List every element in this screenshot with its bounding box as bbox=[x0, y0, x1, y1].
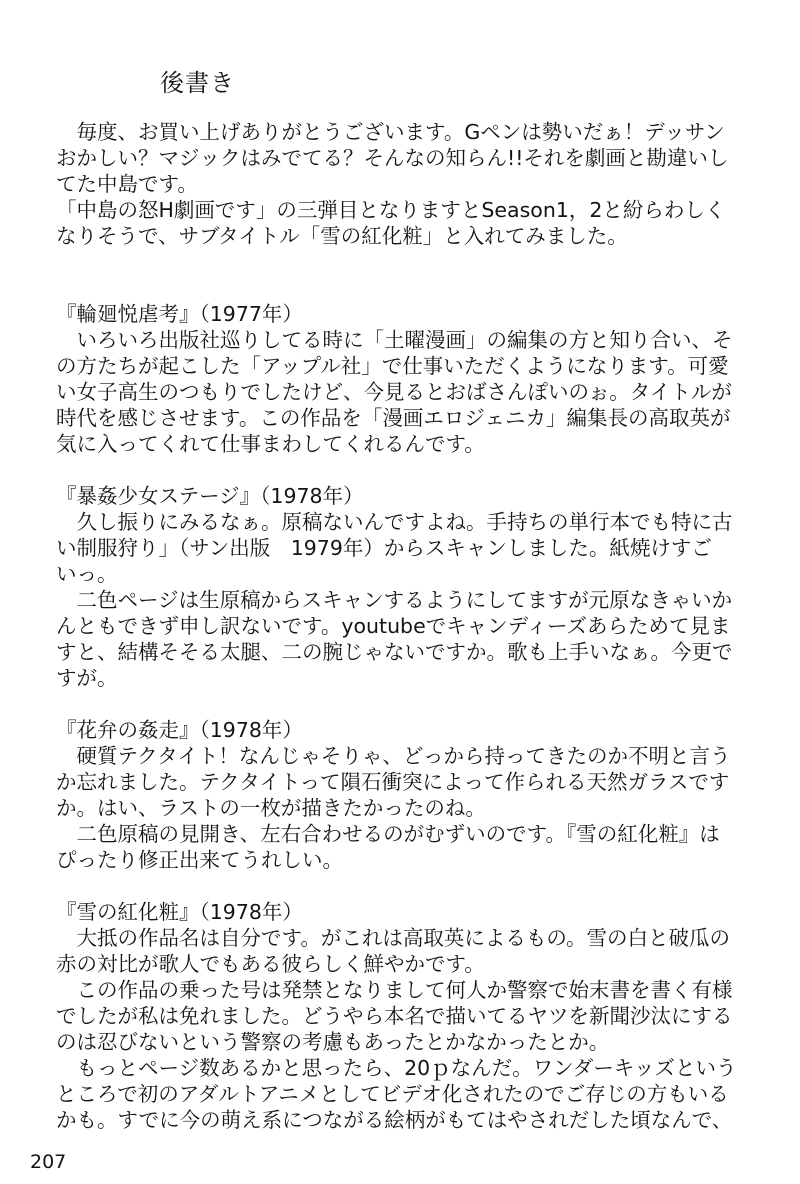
text-line: 赤の対比が歌人でもある彼らしく鮮やかです。 bbox=[56, 952, 485, 976]
section-heading: 『暴姦少女ステージ』（1978年） bbox=[56, 484, 364, 508]
text-line: 二色ページは生原稿からスキャンするようにしてますが元原なきゃいか bbox=[56, 588, 733, 612]
section-rinne-etsugyakukou bbox=[56, 301, 776, 457]
text-line: 大抵の作品名は自分です。がこれは高取英によるもの。雪の白と破瓜の bbox=[56, 926, 731, 950]
text-line: か。はい、ラストの一枚が描きたかったのね。 bbox=[56, 796, 486, 820]
intro-paragraph bbox=[56, 119, 776, 249]
text-line: おかしい？マジックはみでてる？そんなの知らん!!それを劇画と勘違いし bbox=[56, 146, 729, 170]
text-line: 久し振りにみるなぁ。原稿ないんですよね。手持ちの単行本でも特に古 bbox=[56, 510, 733, 534]
text-line: ぴったり修正出来てうれしい。 bbox=[56, 848, 343, 872]
text-line: 気に入ってくれて仕事まわしてくれるんです。 bbox=[56, 432, 485, 456]
text-line: なりそうで、サブタイトル「雪の紅化粧」と入れてみました。 bbox=[56, 224, 628, 248]
text-line: 時代を感じさせます。この作品を「漫画エロジェニカ」編集長の高取英が bbox=[56, 406, 731, 430]
text-line: 硬質テクタイト！なんじゃそりゃ、どっから持ってきたのか不明と言う bbox=[56, 744, 731, 768]
section-heading: 『花弁の姦走』（1978年） bbox=[56, 718, 303, 742]
text-line: でしたが私は免れました。どうやら本名で描いてるヤツを新聞沙汰にする bbox=[56, 1004, 733, 1028]
text-line: すと、結構そそる太腿、二の腕じゃないですか。歌も上手いなぁ。今更で bbox=[56, 640, 733, 664]
text-line: 毎度、お買い上げありがとうございます。Gペンは勢いだぁ！デッサン bbox=[56, 120, 725, 144]
section-yuki-no-beni-geshou bbox=[56, 899, 776, 1133]
text-line: てた中島です。 bbox=[56, 172, 198, 196]
text-line: ところで初のアダルトアニメとしてビデオ化されたのでご存じの方もいる bbox=[56, 1082, 729, 1106]
text-line: 「中島の怒H劇画です」の三弾目となりますとSeason1，2と紛らわしく bbox=[56, 198, 726, 222]
section-heading: 『雪の紅化粧』（1978年） bbox=[56, 900, 303, 924]
text-line: この作品の乗った号は発禁となりまして何人か警察で始末書を書く有様 bbox=[56, 978, 733, 1002]
text-line: かも。すでに今の萌え系につながる絵柄がもてはやされだした頃なんで、 bbox=[56, 1108, 733, 1132]
text-line: の方たちが起こした「アップル社」で仕事いただくようになります。可愛 bbox=[56, 354, 729, 378]
text-line: い女子高生のつもりでしたけど、今見るとおばさんぽいのぉ。タイトルが bbox=[56, 380, 732, 404]
afterword-body bbox=[56, 119, 776, 1133]
section-boukan-shoujo-stage bbox=[56, 483, 776, 691]
section-heading: 『輪廻悦虐考』（1977年） bbox=[56, 302, 303, 326]
text-line: のは忍びないという警察の考慮もあったとかなかったとか。 bbox=[56, 1030, 610, 1054]
page-number: 207 bbox=[30, 1151, 67, 1173]
text-line: んともできず申し訳ないです。youtubeでキャンディーズあらためて見ま bbox=[56, 614, 731, 638]
text-line: いろいろ出版社巡りしてる時に「土曜漫画」の編集の方と知り合い、そ bbox=[56, 328, 733, 352]
section-kaben-no-kansou bbox=[56, 717, 776, 873]
text-line: か忘れました。テクタイトって隕石衝突によって作られる天然ガラスです bbox=[56, 770, 730, 794]
page-title: 後書き bbox=[160, 69, 235, 97]
text-line: いっ。 bbox=[56, 562, 118, 586]
text-line: い制服狩り」（サン出版 1979年）からスキャンしました。紙焼けすご bbox=[56, 536, 712, 560]
text-line: 二色原稿の見開き、左右合わせるのがむずいのです。『雪の紅化粧』は bbox=[56, 822, 720, 846]
text-line: すが。 bbox=[56, 666, 118, 690]
text-line: もっとページ数あるかと思ったら、20ｐなんだ。ワンダーキッズという bbox=[56, 1056, 737, 1080]
